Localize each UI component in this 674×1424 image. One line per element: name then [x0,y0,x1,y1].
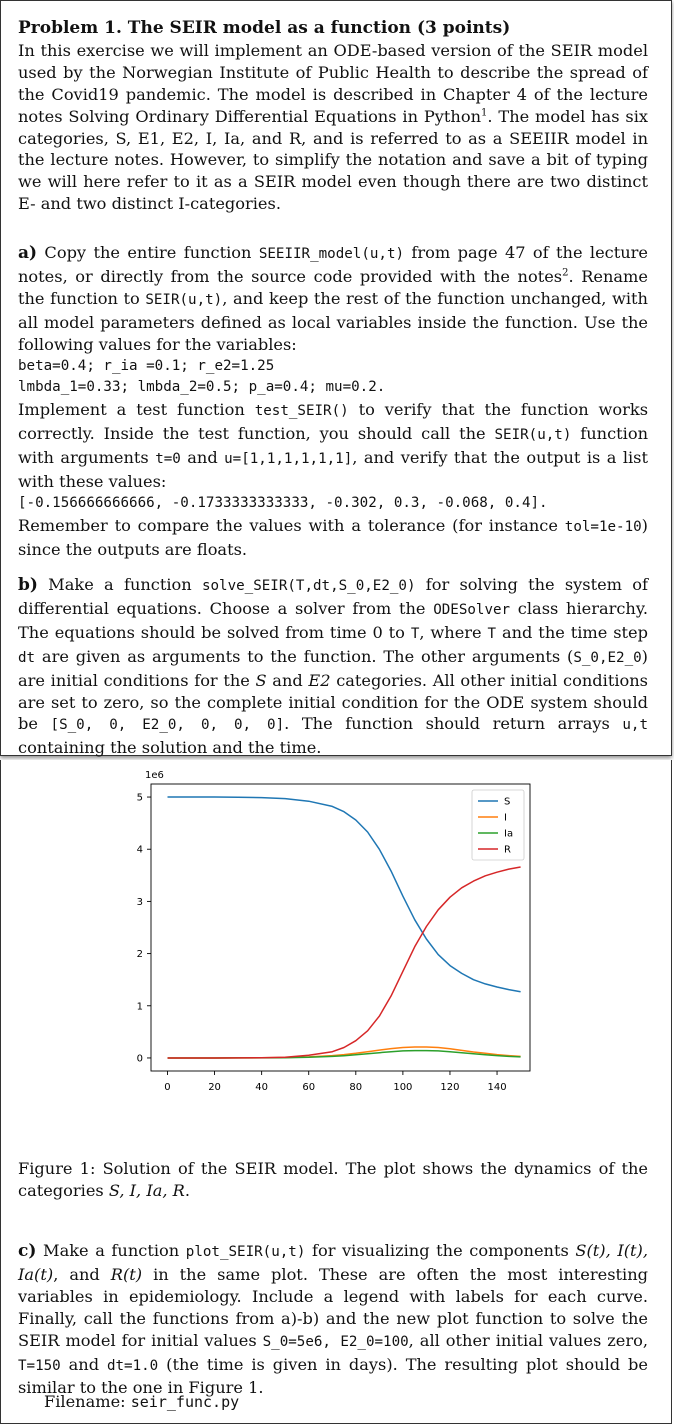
text: , all other initial values zero, [408,1330,648,1350]
caption-text: Solution of the SEIR model. The plot shows the dynamics of the categories [18,1159,649,1200]
text: for visualizing the components [305,1241,576,1260]
intro-text: In this exercise we will implement an ODE-based version of the SEIR model used by the Norwegian Institute of Public Health to describe the spread of the Covid19 pandemic. The model is described in Chapter 4 of the lecture notes Solving Ordinary Differential Equations in Python [18,40,648,126]
text: and [60,1354,107,1374]
x-tick-label: 60 [302,1082,316,1093]
text: , where [419,622,488,642]
text: (the time is given in days). The resulting plot should be similar to the one in Figure 1. [18,1354,648,1398]
legend-label-s: S [504,796,511,808]
y-offset-label: 1e6 [145,770,164,781]
series-line-r [168,867,521,1058]
text: Make a function [37,575,202,594]
legend-label-i: I [504,812,507,824]
part-a-label: a) [18,243,38,263]
text: , and keep the rest of the function unchanged, with all model parameters defined as local variables inside the function. Use the following values for the variables: [18,288,648,354]
problem-title: Problem 1. The SEIR model as a function (3 points) [18,18,511,38]
code: SEIR(u,t) [145,291,223,308]
text: and [180,448,225,468]
footnote-mark: 1 [481,107,488,119]
text: in the same plot. These are often the most interesting variables in epidemiology. Include a legend with labels for each curve. Finally, call the functions from a)-b) and the new plot function to solve the SEIR model for initial values [18,1264,648,1350]
text: categories. All other initial conditions are set to zero, so the complete initial condition for the ODE system should be [18,670,648,734]
text: , and verify that the output is a list with these values: [18,448,648,492]
series-line-s [168,797,521,992]
y-tick-label: 1 [136,1001,143,1013]
code: solve_SEIR(T,dt,S_0,E2_0) [201,578,416,594]
filename: seir_func.py [130,1393,240,1411]
text: . The function should return arrays [284,714,623,734]
x-tick-label: 80 [349,1082,363,1093]
code-line-1: beta=0.4; r_ia =0.1; r_e2=1.25 [18,357,275,374]
part-c-label: c) [18,1241,37,1261]
code: t=0 [155,451,181,468]
text: . Rename the function to [18,266,648,308]
y-tick-label: 0 [136,1053,143,1065]
text: Remember to compare the values with a tolerance (for instance [18,515,565,535]
caption-math: S, I, Ia, R [108,1180,185,1200]
code: test_SEIR() [254,403,349,420]
code: u,t [622,717,649,734]
text: function with arguments [18,424,648,468]
y-tick-label: 3 [136,896,143,908]
text: and the time step [496,622,648,642]
y-tick-label: 4 [136,844,143,856]
text: for solving the system of differential equations. Choose a solver from the [18,575,649,618]
text: Make a function [36,1241,186,1260]
code: SEIR(u,t) [494,427,572,444]
intro-text-end: . The model has six categories, S, E1, E2, I, Ia, and R, and is referred to as a SEEIIR model in the lecture notes. However, to simplify the notation and save a bit of typing we will here refer to it as a SEIR model even though there are two distinct E- and two distinct I-categories. [18,106,648,214]
filename-label: Filename: [44,1392,131,1411]
code: S_0=5e6, E2_0=100 [262,1333,409,1350]
code: [S_0, 0, E2_0, 0, 0, 0] [50,717,285,734]
math: S(t), I(t), Ia(t) [18,1241,648,1284]
math: S [255,670,267,690]
code: T [487,625,497,642]
text: Implement a test function [18,400,255,420]
x-tick-label: 40 [255,1082,269,1093]
code: SEEIIR_model(u,t) [258,246,405,262]
legend-label-r: R [504,844,511,856]
x-tick-label: 120 [440,1082,460,1093]
code: dt=1.0 [106,1357,159,1374]
code: tol=1e-10 [564,518,642,535]
code: S_0,E2_0 [573,649,642,666]
x-tick-label: 0 [164,1082,171,1093]
y-tick-label: 5 [136,792,143,804]
x-tick-label: 20 [208,1082,221,1093]
text: are given as arguments to the function. The other arguments ( [35,646,574,666]
math: E2 [308,670,331,690]
part-c [18,1240,648,1399]
code-line-2: lmbda_1=0.33; lmbda_2=0.5; p_a=0.4; mu=0.2. [18,379,386,396]
text: ) are initial conditions for the [18,646,648,690]
text: to verify that the function works correctly. Inside the test function, you should call the [18,400,648,444]
text: class hierarchy. The equations should be solved from time 0 to [18,598,648,642]
legend-label-ia: Ia [504,828,514,840]
text: from page 47 of the lecture notes, or directly from the source code provided with the notes [18,243,648,286]
text: and [266,670,309,690]
caption-label: Figure 1: [18,1159,96,1178]
x-tick-label: 140 [487,1082,507,1093]
text: , and [53,1264,111,1284]
x-tick-label: 100 [393,1082,413,1093]
footnote-mark: 2 [562,267,569,279]
figure-caption [18,1158,648,1202]
code: dt [18,649,36,666]
text: containing the solution and the time. [18,738,322,758]
part-b-label: b) [18,575,38,595]
chart-layer [137,770,530,1093]
text: ) since the outputs are floats. [18,515,648,559]
code: ODESolver [433,601,511,618]
text: Copy the entire function [37,243,259,262]
filename-line [44,1392,239,1411]
y-tick-label: 2 [136,949,143,961]
code: u=[1,1,1,1,1,1] [224,451,353,468]
expected-output: [-0.156666666666, -0.1733333333333, -0.302, 0.3, -0.068, 0.4]. [18,494,548,511]
code: T [410,625,420,642]
caption-end: . [184,1180,191,1200]
math: R(t) [110,1264,143,1284]
code: plot_SEIR(u,t) [185,1244,306,1260]
code: T=150 [18,1357,61,1374]
